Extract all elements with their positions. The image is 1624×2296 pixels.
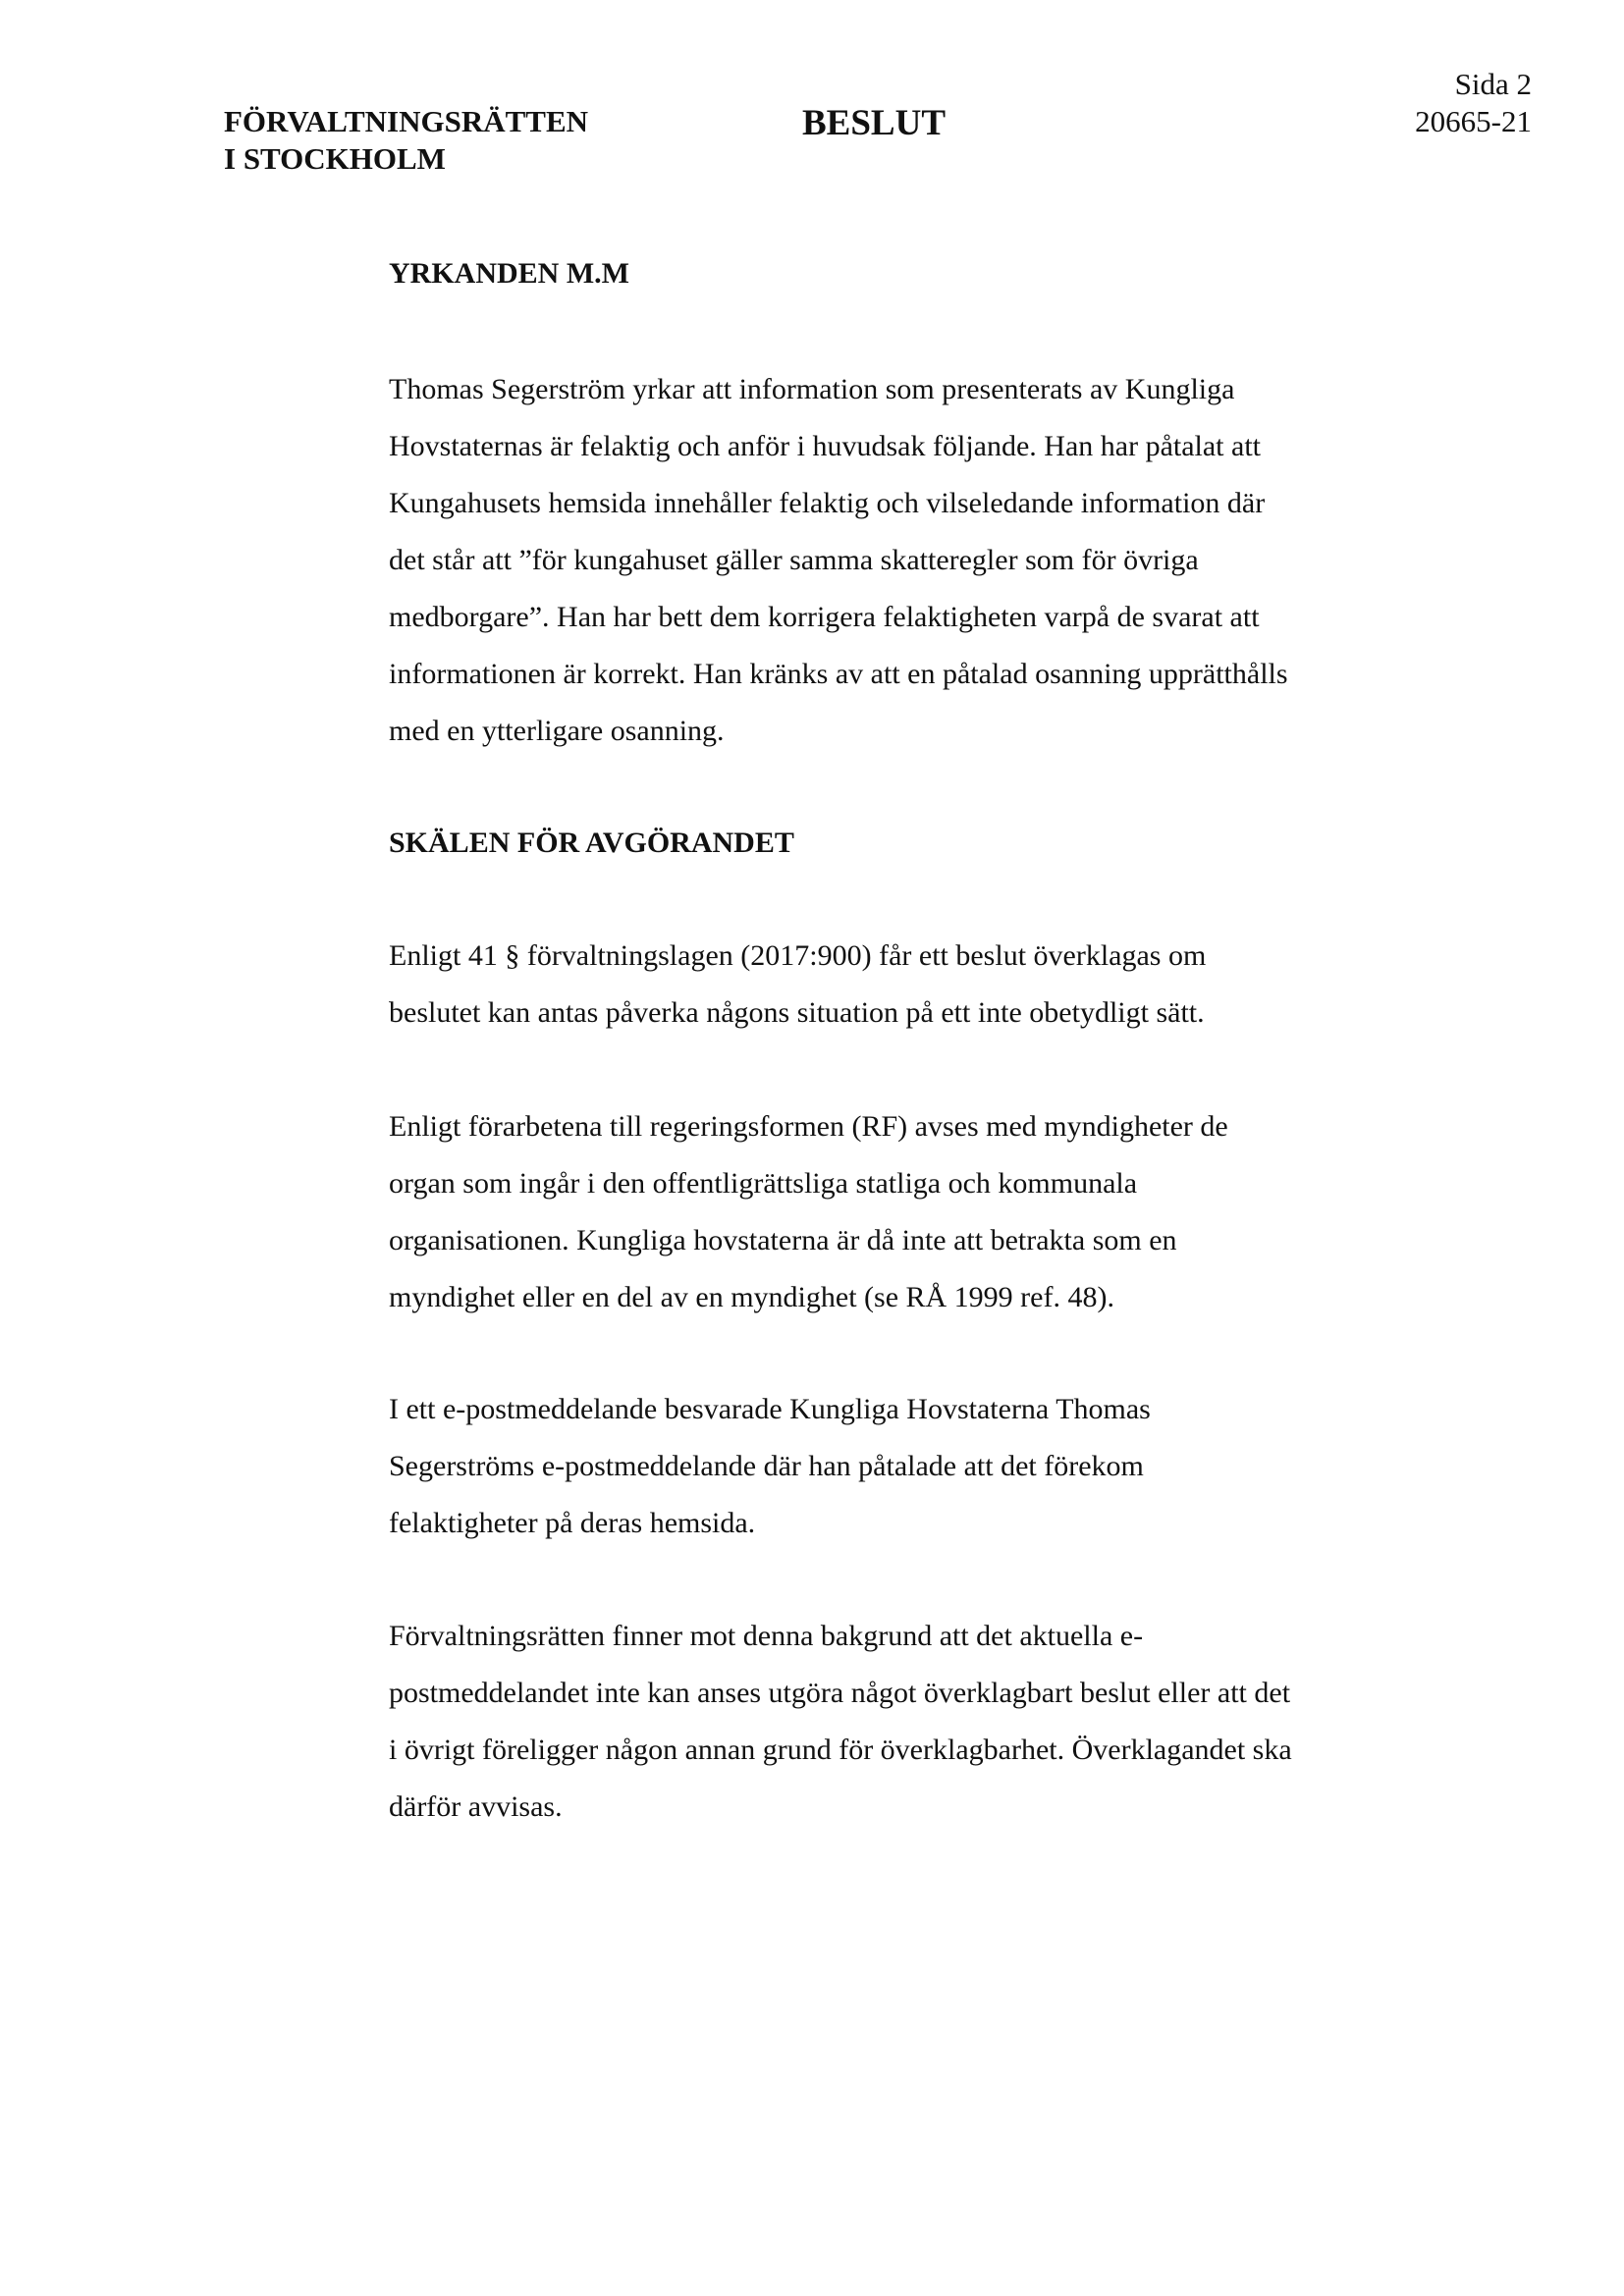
text-line: därför avvisas. [389,1790,563,1823]
case-number: 20665-21 [1415,104,1532,138]
text-line: I ett e-postmeddelande besvarade Kungliga Hovstaterna Thomas [389,1393,1151,1425]
text-line: Enligt förarbetena till regeringsformen (RF) avses med myndigheter de [389,1110,1228,1143]
section-heading-yrkanden: YRKANDEN M.M [389,257,629,290]
paragraph [389,1381,1430,1552]
text-line: beslutet kan antas påverka någons situation på ett inte obetydligt sätt. [389,996,1205,1029]
text-line: organ som ingår i den offentligrättsliga statliga och kommunala [389,1167,1138,1200]
text-line: informationen är korrekt. Han kränks av att en påtalad osanning upprätthålls [389,658,1288,690]
paragraph [389,1098,1430,1326]
text-line: organisationen. Kungliga hovstaterna är då inte att betrakta som en [389,1224,1177,1256]
text-line: postmeddelandet inte kan anses utgöra något överklagbart beslut eller att det [389,1677,1291,1709]
text-line: det står att ”för kungahuset gäller samma skatteregler som för övriga [389,544,1199,576]
paragraph [389,1608,1430,1836]
text-line: med en ytterligare osanning. [389,715,725,747]
text-line: i övrigt föreligger någon annan grund för överklagbarhet. Överklagandet ska [389,1734,1292,1766]
text-line: Förvaltningsrätten finner mot denna bakgrund att det aktuella e- [389,1620,1144,1652]
paragraph [389,361,1430,760]
text-line: Thomas Segerström yrkar att information som presenterats av Kungliga [389,373,1235,405]
text-line: felaktigheter på deras hemsida. [389,1507,756,1539]
text-line: Enligt 41 § förvaltningslagen (2017:900) får ett beslut överklagas om [389,939,1207,972]
text-line: Kungahusets hemsida innehåller felaktig och vilseledande information där [389,487,1266,519]
text-line: myndighet eller en del av en myndighet (se RÅ 1999 ref. 48). [389,1281,1114,1313]
paragraph [389,928,1430,1041]
text-line: Hovstaternas är felaktig och anför i huvudsak följande. Han har påtalat att [389,430,1262,462]
section-heading-skalen: SKÄLEN FÖR AVGÖRANDET [389,827,794,859]
text-line: medborgare”. Han har bett dem korrigera felaktigheten varpå de svarat att [389,601,1260,633]
court-name-line1: FÖRVALTNINGSRÄTTEN [224,104,589,138]
court-name-line2: I STOCKHOLM [224,141,446,176]
text-line: Segerströms e-postmeddelande där han påtalade att det förekom [389,1450,1144,1482]
page-number: Sida 2 [1454,67,1532,101]
document-title: BESLUT [802,103,947,143]
